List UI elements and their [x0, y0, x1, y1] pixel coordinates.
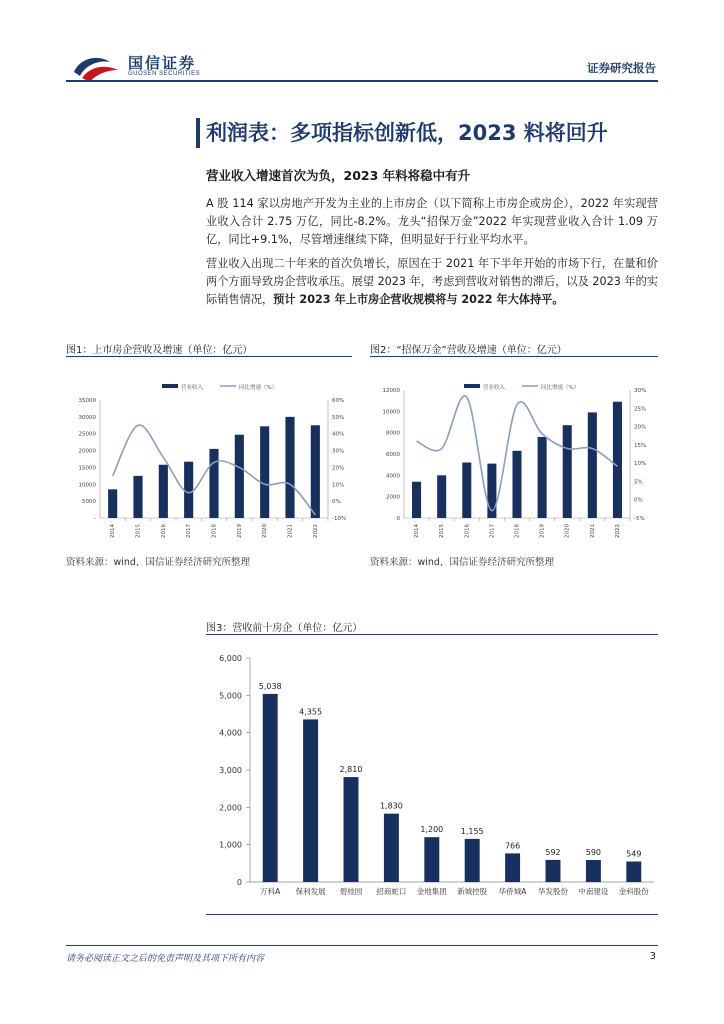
footer-disclaimer: 请务必阅读正文之后的免责声明及其项下所有内容: [66, 954, 265, 964]
fig3-bar: [303, 719, 318, 882]
footer-divider: [66, 945, 658, 946]
fig2-ytick-right: 30%: [634, 388, 647, 394]
fig2-rule: [370, 356, 658, 357]
fig3-bar: [586, 860, 601, 882]
fig2-xtick-label: 2019: [539, 524, 546, 538]
fig1-bar: [260, 426, 269, 518]
fig3-data-label: 592: [545, 847, 561, 857]
fig3-xtick-label: 金地集团: [416, 887, 447, 896]
fig3-ytick-label: 1,000: [219, 840, 242, 850]
fig1-ytick-right: 40%: [332, 431, 345, 438]
fig3-xtick-label: 华发股份: [538, 887, 568, 896]
fig2-bar: [588, 412, 597, 518]
fig1-ytick-left: 10000: [78, 482, 96, 489]
fig1-bar: [108, 489, 117, 518]
fig3-ytick-label: 0: [236, 878, 242, 887]
fig3-data-label: 1,830: [379, 801, 403, 811]
fig1-xtick-label: 2022: [312, 524, 319, 538]
fig2-bar: [437, 475, 446, 518]
fig2-ytick-right: 15%: [634, 442, 647, 449]
fig3-bar: [384, 814, 399, 882]
fig1-rule: [66, 356, 352, 357]
fig2-ytick-left: 4000: [386, 473, 400, 480]
fig1-bar: [311, 425, 320, 518]
fig3-data-label: 549: [626, 849, 642, 859]
fig1-legend-bar-label: 营业收入: [181, 385, 204, 391]
fig1-bar: [159, 465, 168, 518]
fig2-chart: [368, 362, 660, 542]
fig2-xtick-label: 2022: [614, 524, 621, 538]
fig2-ytick-left: 8000: [386, 430, 400, 437]
logo-text-en: GUOSEN SECURITIES: [128, 71, 201, 77]
section-title: 利润表：多项指标创新低，2023 料将回升: [206, 121, 608, 145]
paragraph-2: [206, 255, 658, 309]
fig1-xtick-label: 2014: [110, 524, 117, 538]
fig1-ytick-left: 30000: [78, 414, 96, 421]
fig2-xtick-label: 2014: [414, 524, 421, 538]
fig3-bar: [505, 853, 520, 882]
fig1-ytick-right: 20%: [332, 465, 345, 472]
fig1-legend-line-label: 同比增速（%）: [239, 385, 278, 391]
fig1-ytick-left: 20000: [78, 448, 96, 455]
header-divider: [66, 80, 658, 82]
fig1-bar: [209, 449, 218, 518]
fig3-rule: [206, 634, 658, 635]
fig1-ytick-right: 60%: [332, 398, 345, 404]
fig1-legend-bar-swatch: [162, 384, 178, 388]
fig3-data-label: 590: [585, 847, 602, 857]
paragraph-2-text: 营业收入出现二十年来的首次负增长，原因在于 2021 年下半年开始的市场下行，在量和价两个方面导致房企营收承压。展望 2023 年，考虑到营收对销售的滞后，以及 2023 年的实际销售情况，: [206, 257, 658, 306]
fig2-bar: [462, 463, 471, 518]
fig1-chart: [66, 362, 356, 542]
fig2-ytick-right: 0%: [634, 497, 643, 504]
fig2-bar: [512, 451, 521, 518]
fig1-bar: [285, 417, 294, 518]
fig3-bottom-rule: [206, 914, 658, 915]
fig3-data-label: 1,200: [420, 825, 444, 835]
fig2-xtick-label: 2015: [439, 524, 446, 538]
fig3-data-label: 4,355: [299, 707, 323, 717]
logo-text-cn: 国信证券: [128, 54, 197, 72]
fig2-ytick-left: 2000: [386, 494, 400, 501]
fig3-ytick-label: 6,000: [219, 654, 242, 663]
fig1-ytick-right: 0%: [332, 499, 341, 506]
fig2-legend-bar-swatch: [464, 384, 480, 388]
fig1-ytick-right: -10%: [332, 516, 347, 522]
fig3-xtick-label: 万科A: [260, 887, 281, 896]
fig2-ytick-left: 0: [396, 516, 400, 522]
fig3-data-label: 1,155: [460, 826, 484, 836]
fig1-ytick-left: -: [94, 516, 96, 522]
fig2-xtick-label: 2016: [464, 524, 471, 538]
fig1-ytick-left: 5000: [82, 499, 96, 506]
fig3-data-label: 5,038: [258, 681, 282, 691]
fig3-bar: [424, 837, 439, 882]
fig3-xtick-label: 中南建设: [578, 887, 609, 896]
fig2-xtick-label: 2021: [589, 524, 596, 538]
fig3-xtick-label: 新城控股: [457, 887, 488, 896]
fig2-title: 图2：“招保万金”营收及增速（单位：亿元）: [370, 345, 567, 356]
paragraph-1: A 股 114 家以房地产开发为主业的上市房企（以下简称上市房企或房企），2022 年实现营业收入合计 2.75 万亿，同比-8.2%。龙头“招保万金”2022 年实现营业收入合计 1.09 万亿，同比+9.1%，尽管增速继续下降，但明显好于行业平均水平。: [206, 197, 658, 246]
fig2-legend-bar-label: 营业收入: [483, 385, 506, 391]
fig2-ytick-right: 20%: [634, 424, 647, 431]
fig3-data-label: 766: [504, 841, 521, 851]
fig3-ytick-label: 4,000: [219, 728, 242, 738]
fig2-bar: [613, 402, 622, 518]
fig3-ytick-label: 2,000: [219, 803, 242, 813]
fig3-bar: [626, 862, 641, 882]
fig1-ytick-right: 50%: [332, 414, 345, 421]
fig3-xtick-label: 保利发展: [295, 887, 326, 896]
fig3-xtick-label: 金科股份: [618, 887, 649, 896]
fig2-ytick-right: -5%: [634, 516, 645, 522]
fig2-bar: [563, 425, 572, 518]
fig3-bar: [546, 860, 561, 882]
fig1-bar: [133, 476, 142, 518]
fig1-ytick-left: 25000: [78, 431, 96, 438]
fig2-ytick-right: 10%: [634, 461, 647, 468]
section-subtitle: 营业收入增速首次为负，2023 年料将稳中有升: [206, 168, 471, 183]
fig1-ytick-right: 10%: [332, 482, 345, 489]
fig3-chart: [206, 640, 658, 912]
fig1-ytick-left: 15000: [78, 465, 96, 472]
fig3-xtick-label: 华侨城A: [498, 887, 527, 896]
fig3-data-label: 2,810: [339, 765, 363, 775]
fig1-xtick-label: 2016: [160, 524, 167, 538]
fig1-source: 资料来源：wind，国信证券经济研究所整理: [66, 557, 250, 568]
fig3-xtick-label: 招商蛇口: [376, 887, 407, 896]
fig2-ytick-right: 25%: [634, 406, 647, 413]
fig1-xtick-label: 2019: [236, 524, 243, 538]
fig2-ytick-left: 6000: [386, 452, 400, 458]
fig1-xtick-label: 2020: [262, 524, 269, 538]
fig2-ytick-right: 5%: [634, 479, 643, 486]
fig3-xtick-label: 碧桂园: [339, 887, 363, 896]
fig1-xtick-label: 2018: [211, 524, 218, 538]
title-accent-bar: [196, 118, 200, 148]
fig3-ytick-label: 5,000: [219, 691, 242, 701]
fig1-title: 图1：上市房企营收及增速（单位：亿元）: [66, 345, 253, 356]
fig2-bar: [412, 482, 421, 518]
fig1-bar: [235, 435, 244, 518]
fig1-bar: [184, 462, 193, 518]
fig1-ytick-left: 35000: [78, 398, 96, 404]
fig3-bar: [263, 694, 278, 882]
fig2-bar: [487, 464, 496, 518]
fig1-xtick-label: 2021: [287, 524, 294, 538]
fig2-xtick-label: 2018: [514, 524, 521, 538]
fig3-bar: [465, 839, 480, 882]
fig1-xtick-label: 2015: [135, 524, 142, 538]
fig3-bar: [344, 777, 359, 882]
fig1-ytick-right: 30%: [332, 448, 345, 455]
fig2-ytick-left: 12000: [382, 388, 400, 394]
paragraph-2-bold: 预计 2023 年上市房企营收规模将与 2022 年大体持平。: [273, 293, 564, 306]
fig2-xtick-label: 2020: [564, 524, 571, 538]
page-number: 3: [649, 951, 656, 962]
fig2-legend-line-label: 同比增速（%）: [541, 385, 580, 391]
fig2-bar: [538, 437, 547, 518]
fig2-ytick-left: 10000: [382, 409, 400, 416]
report-type-label: 证券研究报告: [587, 61, 656, 75]
fig2-source: 资料来源：wind，国信证券经济研究所整理: [370, 557, 554, 568]
fig3-ytick-label: 3,000: [219, 766, 242, 775]
fig3-title: 图3：营收前十房企（单位：亿元）: [206, 623, 363, 634]
fig2-xtick-label: 2017: [489, 524, 496, 538]
fig1-xtick-label: 2017: [186, 524, 193, 538]
